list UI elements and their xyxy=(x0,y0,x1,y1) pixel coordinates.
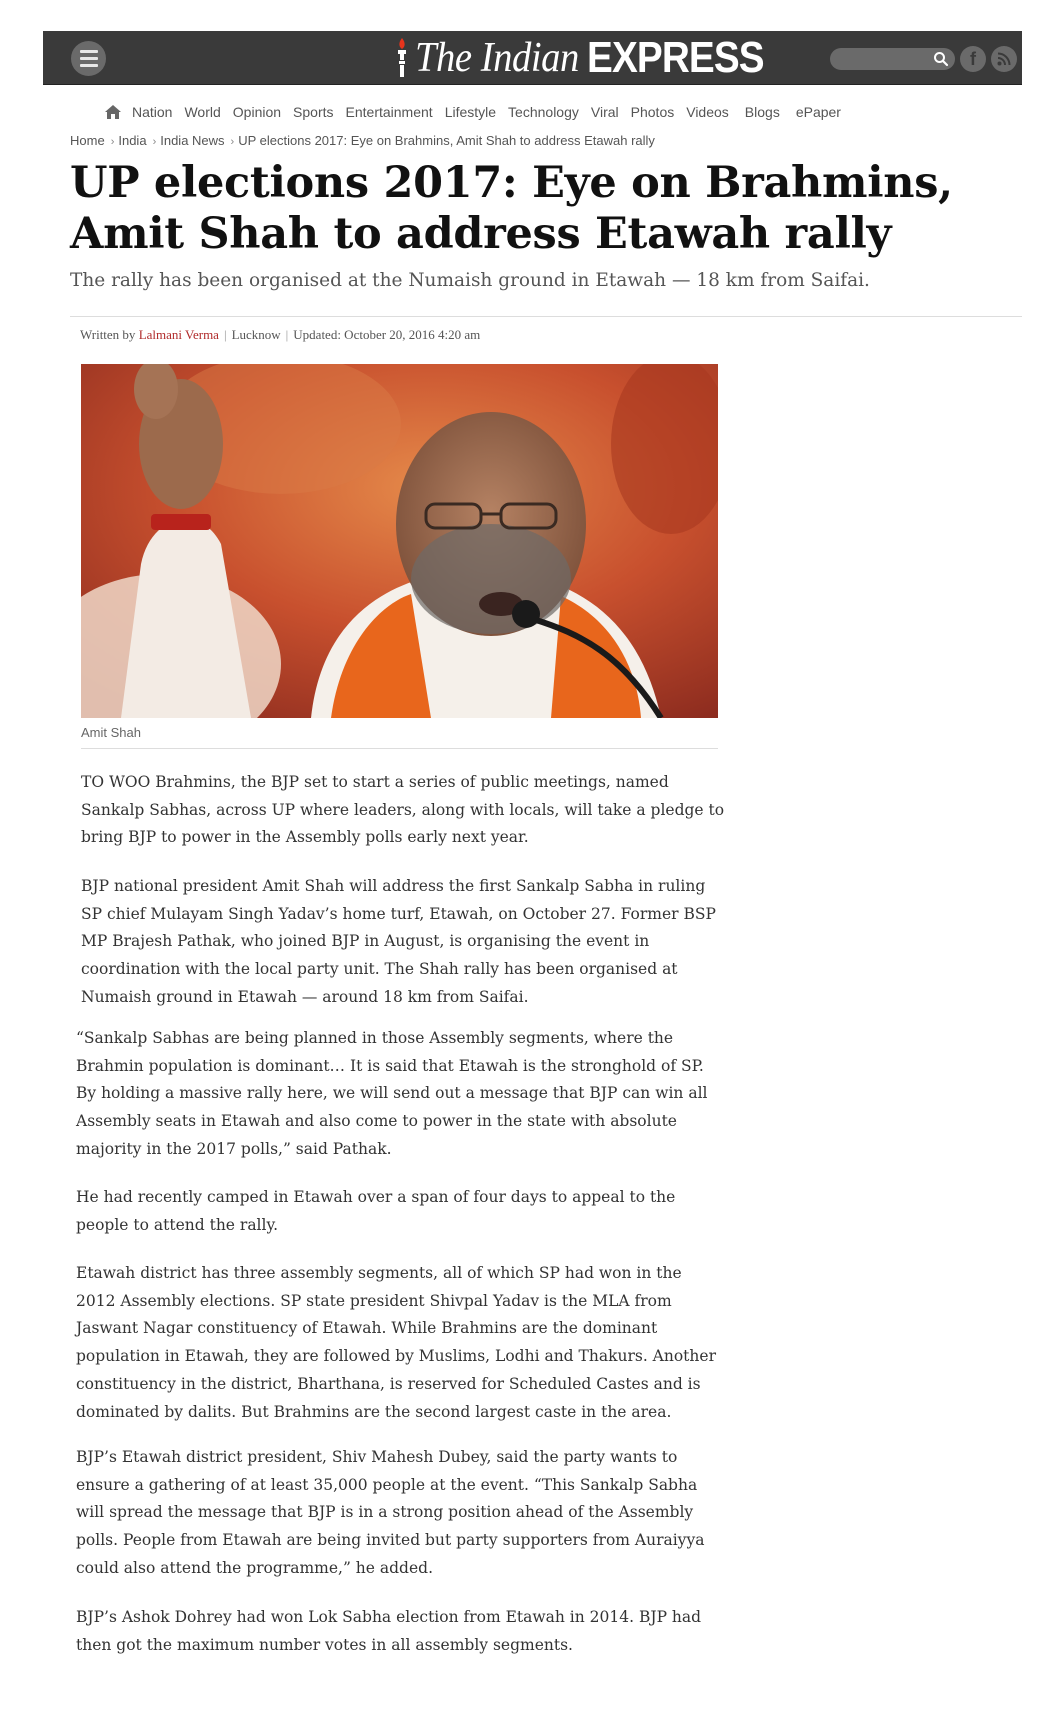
breadcrumb-separator-icon: › xyxy=(230,136,235,148)
nav-item-photos[interactable]: Photos xyxy=(630,104,675,120)
search-input[interactable] xyxy=(830,48,930,70)
byline xyxy=(80,327,480,343)
breadcrumb-separator-icon: › xyxy=(110,136,115,148)
divider xyxy=(70,316,1022,317)
article-paragraph: Etawah district has three assembly segments, all of which SP had won in the 2012 Assembly elections. SP state president Shivpal Yadav is the MLA from Jaswant Nagar constituency of Etawah. While Brahmins are the dominant population in Etawah, they are followed by Muslims, Lodhi and Thakurs. Another constituency in the district, Bharthana, is reserved for Scheduled Castes and is dominated by dalits. But Brahmins are the second largest caste in the area. xyxy=(76,1264,716,1421)
nav-item-world[interactable]: World xyxy=(184,104,221,120)
divider xyxy=(81,748,718,749)
nav-item-lifestyle[interactable]: Lifestyle xyxy=(444,104,497,120)
nav-item-opinion[interactable]: Opinion xyxy=(232,104,282,120)
logo-wordmark-express: EXPRESS xyxy=(587,33,764,82)
nav-item-entertainment[interactable]: Entertainment xyxy=(345,104,433,120)
amit-shah-photo xyxy=(81,364,718,718)
article-hero-image xyxy=(81,364,718,718)
article-paragraph: BJP national president Amit Shah will address the first Sankalp Sabha in ruling SP chief Mulayam Singh Yadav’s home turf, Etawah, on October 27. Former BSP MP Brajesh Pathak, who joined BJP in August, is organising the event in coordination with the local party unit. The Shah rally has been organised at Numaish ground in Etawah — around 18 km from Saifai. xyxy=(81,877,716,1006)
logo-wordmark-the-indian: The Indian xyxy=(415,35,579,81)
article-paragraph: BJP’s Ashok Dohrey had won Lok Sabha election from Etawah in 2014. BJP had then got the maximum number votes in all assembly segments. xyxy=(76,1608,702,1654)
site-header xyxy=(43,31,1022,85)
hamburger-menu-icon[interactable] xyxy=(71,41,106,76)
author-link[interactable]: Lalmani Verma xyxy=(138,327,219,342)
main-nav xyxy=(104,98,853,126)
torch-logo-icon xyxy=(393,37,411,79)
nav-item-epaper[interactable]: ePaper xyxy=(795,104,841,120)
byline-separator: | xyxy=(285,327,289,342)
article-paragraph: TO WOO Brahmins, the BJP set to start a series of public meetings, named Sankalp Sabhas, across UP where leaders, along with locals, will take a pledge to bring BJP to power in the Assembly polls early next year. xyxy=(81,773,725,847)
article-headline: UP elections 2017: Eye on Brahmins, Amit Shah to address Etawah rally xyxy=(70,158,953,259)
article-subheadline: The rally has been organised at the Numaish ground in Etawah — 18 km from Saifai. xyxy=(70,270,870,291)
nav-item-viral[interactable]: Viral xyxy=(590,104,619,120)
byline-location: Lucknow xyxy=(231,327,281,342)
breadcrumb-separator-icon: › xyxy=(152,136,157,148)
breadcrumb-india-news[interactable]: India News xyxy=(160,133,225,148)
site-logo[interactable] xyxy=(393,35,788,81)
breadcrumb-home[interactable]: Home xyxy=(70,133,105,148)
home-icon[interactable] xyxy=(104,104,122,120)
search-icon[interactable] xyxy=(933,51,949,67)
rss-glyph-icon xyxy=(996,51,1012,67)
nav-item-technology[interactable]: Technology xyxy=(508,104,579,120)
facebook-icon[interactable]: f xyxy=(960,46,986,72)
article-paragraph: He had recently camped in Etawah over a span of four days to appeal to the people to attend the rally. xyxy=(76,1188,676,1234)
nav-item-videos[interactable]: Videos xyxy=(686,104,729,120)
nav-item-sports[interactable]: Sports xyxy=(293,104,334,120)
rss-icon[interactable] xyxy=(991,46,1017,72)
image-caption: Amit Shah xyxy=(81,725,141,740)
nav-item-blogs[interactable]: Blogs xyxy=(744,104,780,120)
byline-written-by: Written by xyxy=(80,327,136,342)
breadcrumb-india[interactable]: India xyxy=(118,133,147,148)
nav-item-nation[interactable]: Nation xyxy=(132,104,173,120)
byline-separator: | xyxy=(223,327,227,342)
breadcrumb xyxy=(70,133,655,148)
search-box xyxy=(830,48,955,70)
article-paragraph: BJP’s Etawah district president, Shiv Mahesh Dubey, said the party wants to ensure a gathering of at least 35,000 people at the event. “This Sankalp Sabha will spread the message that BJP is in a strong position ahead of the Assembly polls. People from Etawah are being invited but party supporters from Auraiyya could also attend the programme,” he added. xyxy=(76,1448,705,1577)
breadcrumb-current: UP elections 2017: Eye on Brahmins, Amit Shah to address Etawah rally xyxy=(238,133,655,148)
article-paragraph: “Sankalp Sabhas are being planned in those Assembly segments, where the Brahmin population is dominant… It is said that Etawah is the stronghold of SP. By holding a massive rally here, we will send out a message that BJP can win all Assembly seats in Etawah and also come to power in the state with absolute majority in the 2017 polls,” said Pathak. xyxy=(76,1029,708,1158)
byline-updated: Updated: October 20, 2016 4:20 am xyxy=(293,327,481,342)
